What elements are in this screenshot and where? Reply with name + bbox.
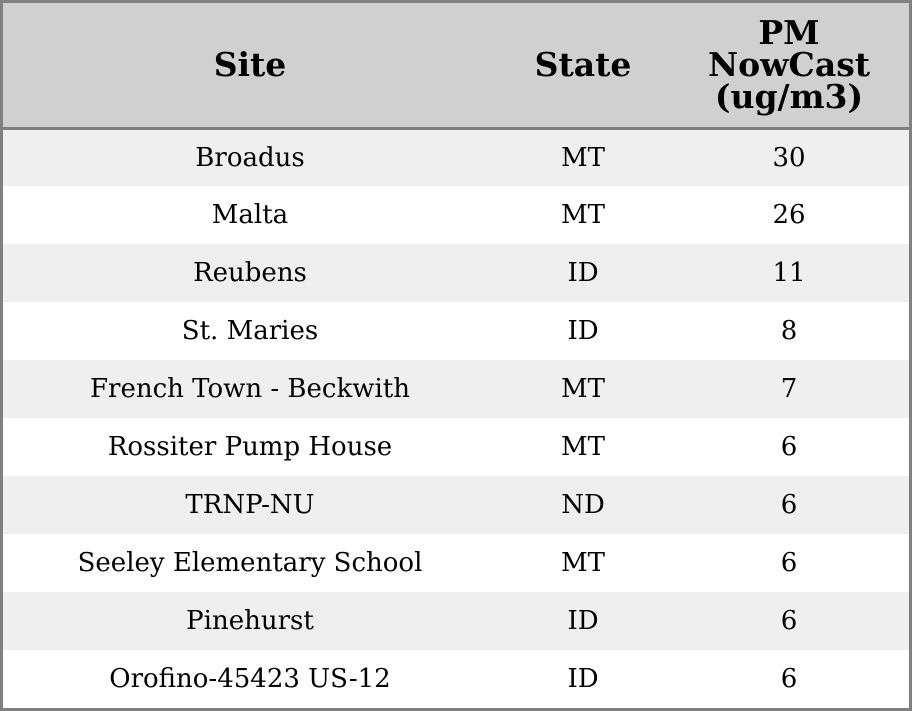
- table-row: [3, 186, 909, 244]
- cell-pm-nowcast: 6: [780, 548, 798, 578]
- cell-site: TRNP-NU: [185, 490, 315, 520]
- column-header-pm-line-1: PM: [758, 12, 820, 52]
- table-row: [3, 592, 909, 650]
- cell-state: ID: [567, 663, 599, 694]
- cell-state: MT: [561, 374, 605, 404]
- cell-site: Seeley Elementary School: [77, 548, 423, 578]
- cell-pm-nowcast: 6: [780, 490, 798, 520]
- cell-site: Orofino-45423 US-12: [109, 663, 391, 694]
- table-row: [3, 360, 909, 418]
- cell-pm-nowcast: 6: [780, 663, 798, 694]
- cell-state: ID: [567, 316, 599, 346]
- cell-state: MT: [561, 432, 605, 462]
- cell-state: MT: [561, 548, 605, 578]
- table-row: [3, 128, 909, 186]
- cell-site: French Town - Beckwith: [89, 374, 411, 404]
- table-row: [3, 650, 909, 707]
- cell-pm-nowcast: 30: [772, 142, 806, 173]
- column-header-state: State: [497, 3, 669, 128]
- cell-state: MT: [561, 200, 605, 230]
- column-header-pm-line-2: NowCast: [707, 44, 871, 84]
- cell-pm-nowcast: 7: [780, 374, 798, 404]
- cell-site: Malta: [211, 200, 289, 230]
- cell-pm-nowcast: 26: [772, 200, 806, 230]
- table-row: [3, 302, 909, 360]
- column-header-site: Site: [3, 3, 497, 128]
- table-row: [3, 476, 909, 534]
- cell-pm-nowcast: 11: [772, 258, 806, 288]
- header-row: [3, 3, 909, 128]
- cell-state: MT: [561, 142, 605, 173]
- cell-state: ID: [567, 258, 599, 288]
- cell-site: Rossiter Pump House: [107, 432, 393, 462]
- pm-nowcast-table: [3, 3, 909, 707]
- cell-state: ID: [567, 606, 599, 636]
- table-header: [3, 3, 909, 128]
- cell-site: St. Maries: [181, 316, 319, 346]
- table-row: [3, 418, 909, 476]
- cell-pm-nowcast: 6: [780, 432, 798, 462]
- cell-state: ND: [561, 490, 605, 520]
- cell-site: Broadus: [195, 142, 305, 173]
- column-header-pm-line-3: (ug/m3): [714, 76, 864, 116]
- cell-pm-nowcast: 8: [780, 316, 798, 346]
- table-body: [3, 128, 909, 707]
- cell-site: Reubens: [193, 258, 307, 288]
- table-row: [3, 534, 909, 592]
- cell-site: Pinehurst: [186, 606, 314, 636]
- column-header-pm-nowcast: [669, 3, 909, 128]
- table-row: [3, 244, 909, 302]
- cell-pm-nowcast: 6: [780, 606, 798, 636]
